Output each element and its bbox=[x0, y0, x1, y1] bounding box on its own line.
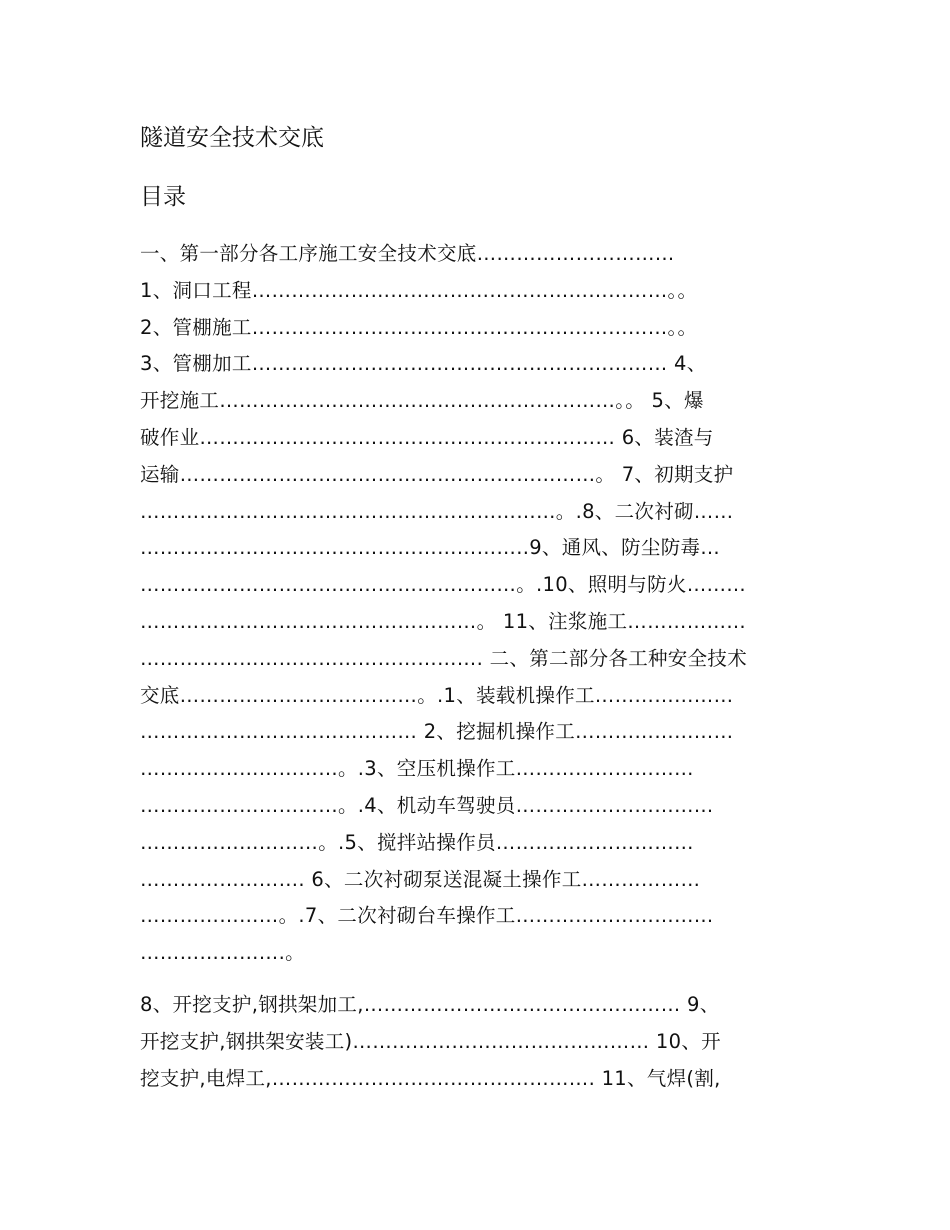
toc-line: …………………………。.3、空压机操作工……………………… bbox=[140, 757, 694, 781]
toc-line: 8、开挖支护,钢拱架加工,………………………………………… 9、 bbox=[140, 993, 720, 1016]
toc-line: 交底………………………………。.1、装载机操作工………………… bbox=[140, 683, 734, 707]
toc-line: ………………………。.5、搅拌站操作员………………………… bbox=[140, 830, 694, 854]
toc-line: ……………………. 6、二次衬砌泵送混凝土操作工……………… bbox=[140, 867, 701, 891]
toc-line: 开挖施工……………………………………………………。。 5、爆 bbox=[140, 389, 704, 413]
toc-line: …………………。.7、二次衬砌台车操作工………………………… bbox=[140, 904, 714, 928]
toc-line: …………………………………………………。.10、照明与防火……… bbox=[140, 573, 747, 597]
toc-line: 破作业……………………………………………………… 6、装渣与 bbox=[140, 425, 714, 449]
toc-line: 3、管棚加工……………………………………………………… 4、 bbox=[140, 352, 707, 376]
toc-line: …………………………………… 2、挖掘机操作工…………………… bbox=[140, 720, 734, 744]
toc-line: ………………….。 bbox=[140, 941, 305, 965]
toc-line: 1、洞口工程………………………………………………………。。 bbox=[140, 278, 698, 302]
toc-line: 运输………………………………………………………。 7、初期支护 bbox=[140, 462, 734, 486]
toc-paragraph-2 bbox=[140, 987, 812, 1097]
toc-line: ……………………………………………. 二、第二部分各工种安全技术 bbox=[140, 646, 747, 670]
toc-line: ………………………………………………………。.8、二次衬砌…… bbox=[140, 499, 734, 523]
toc-line: 挖支护,电焊工,…………………………………………. 11、气焊(割, bbox=[140, 1066, 721, 1090]
toc-line: …………………………………………………..9、通风、防尘防毒… bbox=[140, 536, 721, 560]
toc-line: …………………………。.4、机动车驾驶员………………………… bbox=[140, 793, 714, 817]
toc-line: 一、第一部分各工序施工安全技术交底………………………… bbox=[140, 242, 675, 265]
toc-heading: 目录 bbox=[140, 184, 186, 210]
toc-paragraph-1 bbox=[140, 236, 812, 972]
document-title: 隧道安全技术交底 bbox=[140, 125, 324, 151]
toc-line: 2、管棚施工………………………………………………………。。 bbox=[140, 315, 698, 339]
toc-line: 开挖支护,钢拱架安装工)……………………………………… 10、开 bbox=[140, 1029, 721, 1053]
toc-line: ……………………………………………。 11、注浆施工……………… bbox=[140, 609, 747, 633]
